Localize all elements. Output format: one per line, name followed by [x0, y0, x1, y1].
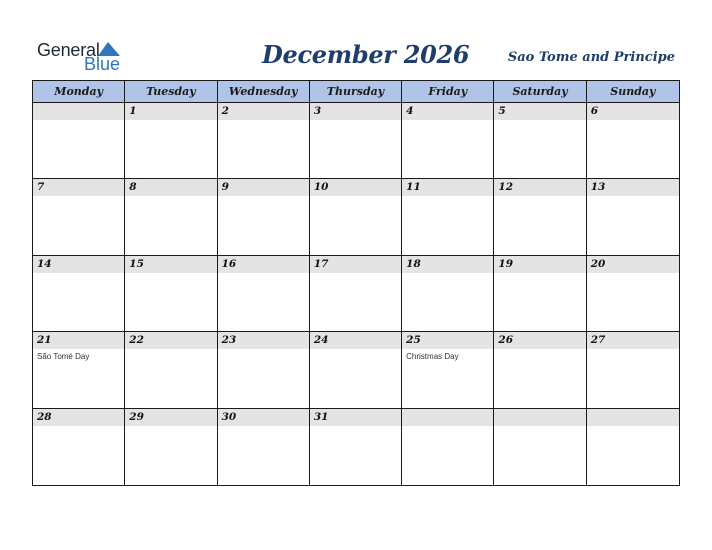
logo-text-blue: Blue [84, 54, 121, 74]
weekday-header-tuesday: Tuesday [125, 81, 217, 103]
day-number-band [587, 332, 679, 349]
day-number: 6 [590, 105, 599, 117]
day-number-band [33, 332, 124, 349]
weekday-header-sunday: Sunday [587, 81, 679, 103]
day-cell [33, 179, 125, 255]
weekday-header-thursday: Thursday [310, 81, 402, 103]
day-number: 9 [221, 181, 229, 194]
calendar-grid [32, 80, 680, 486]
day-number-band [587, 409, 679, 426]
day-number: 31 [313, 410, 329, 423]
day-cell [587, 409, 679, 485]
day-number: 25 [406, 334, 421, 347]
day-cell [587, 179, 679, 255]
day-number: 8 [129, 181, 137, 194]
day-number-band [33, 103, 124, 120]
weekday-header-friday: Friday [402, 81, 494, 103]
day-cell [310, 332, 402, 408]
day-cell [33, 103, 125, 179]
day-number-band [494, 103, 585, 120]
day-cell [125, 409, 217, 485]
day-number-band [494, 409, 585, 426]
day-number-band [402, 332, 493, 349]
calendar-title: December 2026 [262, 40, 470, 69]
day-number-band [125, 409, 216, 426]
day-cell [402, 332, 494, 408]
day-cell [33, 256, 125, 332]
day-number: 7 [37, 181, 45, 194]
day-number: 11 [406, 181, 421, 194]
day-number-band [125, 256, 216, 273]
day-cell [587, 103, 679, 179]
day-number-band [310, 256, 401, 273]
holiday-label: Christmas Day [406, 352, 459, 362]
day-cell [587, 256, 679, 332]
day-number: 27 [590, 334, 606, 347]
day-number: 24 [313, 334, 329, 347]
day-number: 18 [406, 257, 421, 270]
day-number: 20 [590, 257, 606, 270]
day-number-band [33, 256, 124, 273]
day-number-band [402, 179, 493, 196]
generalblue-logo [37, 40, 127, 74]
day-number: 16 [221, 257, 237, 270]
day-number-band [33, 409, 124, 426]
day-number: 30 [221, 410, 237, 423]
day-cell [587, 332, 679, 408]
weekday-header-saturday: Saturday [494, 81, 586, 103]
day-cell [494, 179, 586, 255]
weekday-header-wednesday: Wednesday [218, 81, 310, 103]
day-number-band [310, 409, 401, 426]
day-number-band [494, 179, 585, 196]
day-cell [402, 256, 494, 332]
day-cell [218, 409, 310, 485]
day-number: 3 [313, 105, 322, 117]
day-cell [218, 103, 310, 179]
day-cell [402, 103, 494, 179]
day-number: 29 [129, 410, 144, 423]
day-number: 14 [37, 257, 52, 270]
day-cell [125, 103, 217, 179]
day-number-band [218, 179, 309, 196]
day-number: 28 [37, 410, 52, 423]
day-cell [218, 179, 310, 255]
day-number-band [402, 256, 493, 273]
day-number-band [33, 179, 124, 196]
day-cell [310, 179, 402, 255]
day-number: 10 [313, 181, 329, 194]
day-number: 15 [129, 257, 144, 270]
day-number-band [125, 179, 216, 196]
day-number-band [218, 409, 309, 426]
weekday-header-monday: Monday [33, 81, 125, 103]
day-cell [125, 332, 217, 408]
day-number-band [494, 332, 585, 349]
day-cell [125, 256, 217, 332]
day-number-band [402, 103, 493, 120]
day-number-band [218, 332, 309, 349]
day-number: 23 [221, 334, 237, 347]
day-cell [402, 409, 494, 485]
day-cell [33, 332, 125, 408]
day-number: 13 [590, 181, 606, 194]
day-number: 22 [129, 334, 144, 347]
day-number: 5 [498, 105, 506, 117]
country-name: Sao Tome and Principe [507, 50, 675, 65]
day-cell [310, 103, 402, 179]
day-number-band [402, 409, 493, 426]
day-number: 17 [313, 257, 329, 270]
day-number: 2 [221, 105, 229, 117]
day-cell [494, 103, 586, 179]
day-number-band [218, 103, 309, 120]
day-number-band [310, 332, 401, 349]
day-number-band [310, 103, 401, 120]
day-cell [125, 179, 217, 255]
day-number-band [587, 103, 679, 120]
day-number-band [125, 332, 216, 349]
day-number: 4 [406, 105, 414, 117]
day-number: 26 [498, 334, 514, 347]
logo-text-general: General [37, 40, 100, 60]
day-cell [494, 332, 586, 408]
day-number-band [218, 256, 309, 273]
day-cell [494, 409, 586, 485]
day-number: 19 [498, 257, 514, 270]
day-cell [402, 179, 494, 255]
day-cell [218, 256, 310, 332]
day-cell [494, 256, 586, 332]
day-cell [33, 409, 125, 485]
day-number-band [310, 179, 401, 196]
day-number-band [587, 256, 679, 273]
day-number-band [587, 179, 679, 196]
day-cell [218, 332, 310, 408]
day-number-band [494, 256, 585, 273]
day-number-band [125, 103, 216, 120]
holiday-label: São Tomé Day [37, 352, 90, 362]
day-cell [310, 409, 402, 485]
day-cell [310, 256, 402, 332]
day-number: 12 [498, 181, 514, 194]
day-number: 1 [129, 105, 137, 117]
day-number: 21 [37, 334, 52, 347]
